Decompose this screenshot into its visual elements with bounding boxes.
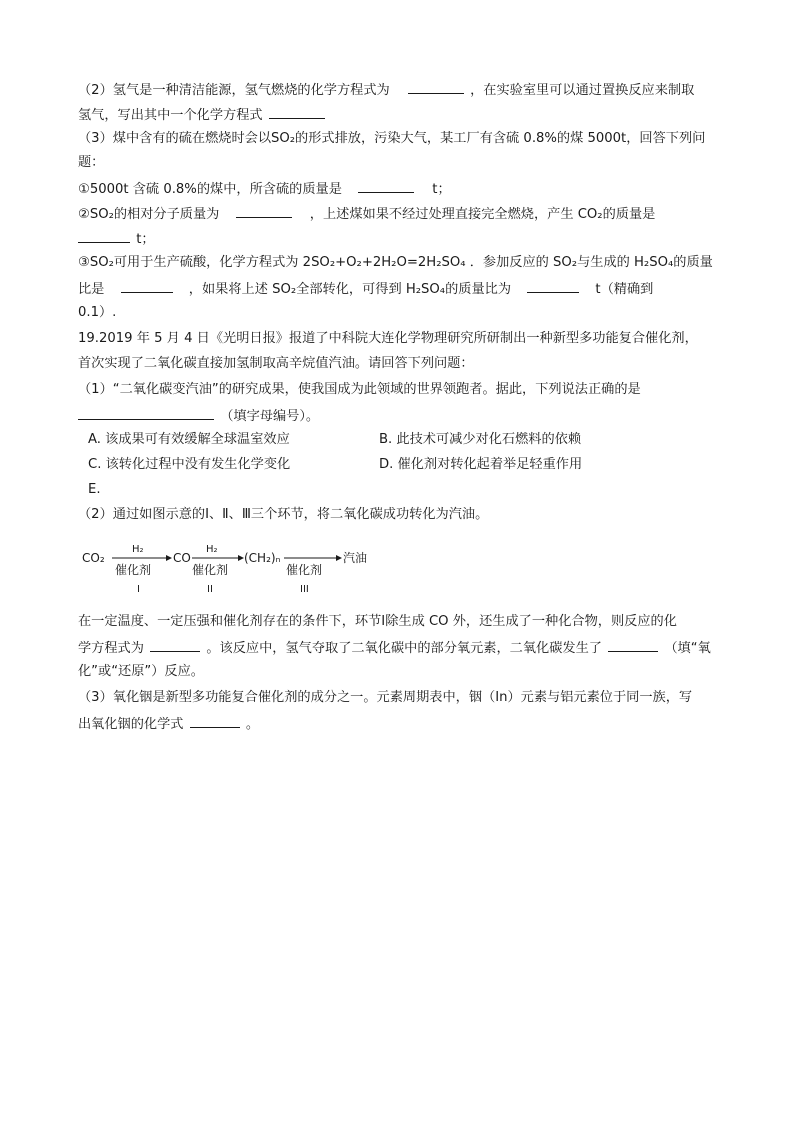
diagram-end: 汽油 [343, 551, 368, 565]
q19-p1-line2 [78, 405, 718, 427]
diagram-mid1: CO [173, 551, 191, 565]
option-b[interactable]: B. 此技术可减少对化石燃料的依赖 [379, 432, 582, 447]
q19-p2-line1 [78, 505, 718, 525]
q3-line1 [78, 129, 718, 149]
text: （2）通过如图示意的Ⅰ、Ⅱ、Ⅲ三个环节，将二氧化碳成功转化为汽油。 [78, 507, 489, 522]
text: 学方程式为 [78, 641, 144, 656]
catalyst-1: 催化剂 [115, 563, 152, 577]
q3-sub2 [78, 203, 718, 225]
answer-blank[interactable] [150, 637, 200, 652]
text: 0.1）. [78, 305, 117, 320]
q19-p2-line4 [78, 662, 718, 682]
q19-p3-line1 [78, 688, 718, 708]
answer-blank[interactable] [190, 713, 240, 728]
q19-p2-line2 [78, 612, 718, 632]
q19-intro2 [78, 354, 718, 374]
reagent-2: H₂ [206, 544, 218, 555]
q2-line1 [78, 79, 718, 101]
text: ，上述煤如果不经过处理直接完全燃烧，产生 CO₂的质量是 [309, 207, 656, 222]
reagent-1: H₂ [132, 544, 144, 555]
q19-intro1 [78, 329, 718, 349]
text: （3）氧化铟是新型多功能复合催化剂的成分之一。元素周期表中，铟（In）元素与铝元素位于同一族，写 [78, 690, 693, 705]
q3-sub2-cont [78, 228, 718, 250]
text: （2）氢气是一种清洁能源，氢气燃烧的化学方程式为 [78, 83, 390, 98]
diagram-mid2: (CH₂)ₙ [244, 551, 281, 565]
q19-p3-line2 [78, 713, 718, 735]
answer-blank[interactable] [358, 178, 414, 193]
answer-blank[interactable] [608, 637, 658, 652]
text: 氢气，写出其中一个化学方程式 [78, 108, 263, 123]
text: 19.2019 年 5 月 4 日《光明日报》报道了中科院大连化学物理研究所研制出一种新型多功能复合催化剂， [78, 331, 698, 346]
reaction-diagram [82, 540, 382, 600]
q19-p2-line3 [78, 637, 718, 659]
text: （填字母编号）。 [220, 409, 320, 424]
option-e[interactable]: E. [88, 482, 101, 497]
text: （填“氧 [664, 641, 711, 656]
text: 出氧化铟的化学式 [78, 717, 184, 732]
answer-blank[interactable] [269, 104, 325, 119]
catalyst-2: 催化剂 [192, 563, 229, 577]
answer-blank[interactable] [78, 405, 214, 420]
text: ①5000t 含硫 0.8%的煤中，所含硫的质量是 [78, 182, 342, 197]
q3-sub3-cont [78, 278, 718, 300]
text: ②SO₂的相对分子质量为 [78, 207, 220, 222]
text: 题： [78, 155, 105, 170]
text: ，如果将上述 SO₂全部转化，可得到 H₂SO₄的质量比为 [188, 282, 512, 297]
text: （3）煤中含有的硫在燃烧时会以SO₂的形式排放，污染大气，某工厂有含硫 0.8%的煤 5000t，回答下列问 [78, 131, 706, 146]
text: 在一定温度、一定压强和催化剂存在的条件下，环节Ⅰ除生成 CO 外，还生成了一种化合物，则反应的化 [78, 614, 677, 629]
catalyst-3: 催化剂 [286, 563, 323, 577]
arrow-1-head [166, 555, 172, 561]
text: t（精确到 [595, 282, 654, 297]
text: t； [136, 232, 155, 247]
answer-blank[interactable] [78, 228, 130, 243]
step-1: I [137, 584, 140, 595]
diagram-start: CO₂ [82, 551, 105, 565]
step-3: III [300, 584, 309, 595]
option-c[interactable]: C. 该转化过程中没有发生化学变化 [88, 457, 291, 472]
answer-blank[interactable] [121, 278, 173, 293]
answer-blank[interactable] [236, 203, 292, 218]
q19-p1-line1 [78, 380, 718, 400]
answer-blank[interactable] [408, 79, 464, 94]
step-2: II [207, 584, 213, 595]
text: 化”或“还原”）反应。 [78, 664, 204, 679]
text: 比是 [78, 282, 105, 297]
text: ③SO₂可用于生产硫酸，化学方程式为 2SO₂+O₂+2H₂O=2H₂SO₄ ．参加反应的 SO₂与生成的 H₂SO₄的质量 [78, 255, 713, 270]
q3-sub3 [78, 253, 718, 273]
q3-sub1 [78, 178, 718, 200]
text: 。该反应中，氢气夺取了二氧化碳中的部分氧元素，二氧化碳发生了 [206, 641, 602, 656]
option-d[interactable]: D. 催化剂对转化起着举足轻重作用 [379, 457, 583, 472]
q3-sub3-end [78, 303, 718, 323]
option-a[interactable]: A. 该成果可有效缓解全球温室效应 [88, 432, 290, 447]
q3-line2 [78, 153, 718, 173]
text: ，在实验室里可以通过置换反应来制取 [470, 83, 695, 98]
text: t； [432, 182, 451, 197]
text: （1）“二氧化碳变汽油”的研究成果，使我国成为此领域的世界领跑者。据此，下列说法正确的是 [78, 382, 641, 397]
arrow-3-head [336, 555, 342, 561]
q2-line2 [78, 104, 718, 126]
text: 首次实现了二氧化碳直接加氢制取高辛烷值汽油。请回答下列问题： [78, 356, 474, 371]
answer-blank[interactable] [527, 278, 579, 293]
text: 。 [245, 717, 260, 732]
